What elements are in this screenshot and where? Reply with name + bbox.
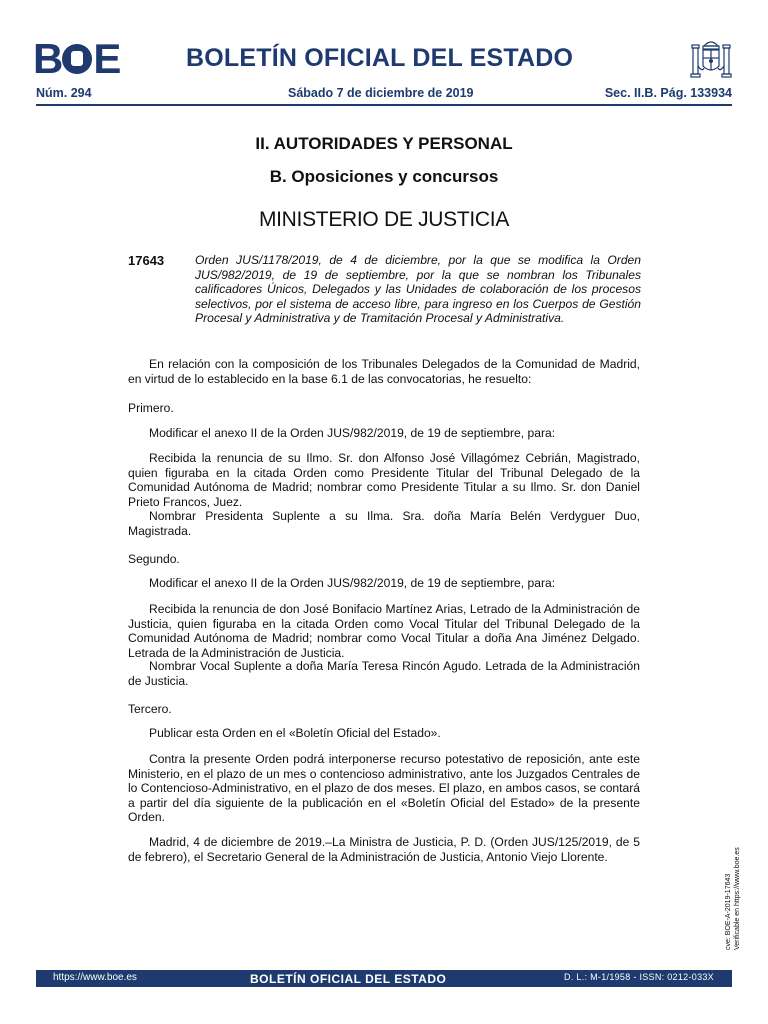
document-summary: Orden JUS/1178/2019, de 4 de diciembre, por la que se modifica la Orden JUS/982/2019, de 19 de septiembre, por la que se nombran los Tribunales calificadores Únicos, Delegados y las Unidades de colaboración de los procesos selectivos, por el sistema de acceso libre, para ingreso en los Cuerpos de Gestión Procesal y Administrativa y de Tramitación Procesal y Administrativa.: [195, 253, 641, 326]
subsection-heading: B. Oposiciones y concursos: [269, 167, 499, 186]
paragraph-modify-1: Modificar el anexo II de la Orden JUS/982/2019, de 19 de septiembre, para:: [149, 426, 556, 440]
cve-code: cve: BOE-A-2019-17643: [725, 873, 732, 950]
paragraph-suplente-2: Nombrar Vocal Suplente a doña María Teresa Rincón Agudo. Letrada de la Administración de Justicia.: [128, 659, 640, 688]
paragraph-modify-2: Modificar el anexo II de la Orden JUS/982/2019, de 19 de septiembre, para:: [149, 576, 556, 590]
spain-coat-of-arms-icon: [690, 36, 732, 80]
side-cve: [724, 810, 742, 950]
issue-number: Núm. 294: [36, 86, 92, 100]
ministry-heading: MINISTERIO DE JUSTICIA: [258, 208, 510, 231]
paragraph-recurso: Contra la presente Orden podrá interponerse recurso potestativo de reposición, ante este Ministerio, en el plazo de un mes o contencioso administrativo, ante los Juzgados Centrales de lo Contencioso-Administrativo, en el plazo de dos meses. El plazo, en ambos casos, se contará a partir del día siguiente de la publicación en el «Boletín Oficial del Estado» de la presente Orden.: [128, 752, 640, 825]
paragraph-intro: En relación con la composición de los Tribunales Delegados de la Comunidad de Madrid, en virtud de lo establecido en la base 6.1 de las convocatorias, he resuelto:: [128, 357, 640, 386]
paragraph-renuncia-2: Recibida la renuncia de don José Bonifacio Martínez Arias, Letrado de la Administración de Justicia, quien figuraba en la citada Orden como Vocal Titular del Tribunal Delegado de la Comunidad Autónoma de Madrid; nombrar como Vocal Titular a doña Ana Jiménez Delgado. Letrada de la Administración de Justicia.: [128, 602, 640, 660]
section-heading: II. AUTORIDADES Y PERSONAL: [255, 134, 513, 153]
header-rule: [36, 104, 732, 106]
bulletin-title: BOLETÍN OFICIAL DEL ESTADO: [186, 44, 574, 72]
boe-logo-o-shape: [62, 44, 92, 74]
footer-bar: [36, 970, 732, 987]
document-number: 17643: [128, 253, 165, 268]
heading-primero: Primero.: [128, 401, 174, 415]
boe-logo: B E: [33, 35, 120, 82]
issue-date: Sábado 7 de diciembre de 2019: [288, 86, 474, 100]
footer-legal: D. L.: M-1/1958 - ISSN: 0212-033X: [564, 972, 714, 982]
paragraph-publicar: Publicar esta Orden en el «Boletín Oficial del Estado».: [149, 726, 441, 740]
footer-url-link[interactable]: https://www.boe.es: [53, 972, 137, 983]
footer-title: BOLETÍN OFICIAL DEL ESTADO: [250, 972, 447, 986]
section-page: Sec. II.B. Pág. 133934: [604, 86, 732, 100]
paragraph-renuncia-1: Recibida la renuncia de su Ilmo. Sr. don Alfonso José Villagómez Cebrián, Magistrado, quien figuraba en la citada Orden como Presidente Titular del Tribunal Delegado de la Comunidad Autónoma de Madrid; nombrar como Presidente Titular a su Ilmo. Sr. don Daniel Prieto Francos, Juez.: [128, 451, 640, 509]
heading-segundo: Segundo.: [128, 552, 180, 566]
paragraph-suplente-1: Nombrar Presidenta Suplente a su Ilma. Sra. doña María Belén Verdyguer Duo, Magistrada.: [128, 509, 640, 538]
paragraph-signature: Madrid, 4 de diciembre de 2019.–La Ministra de Justicia, P. D. (Orden JUS/125/2019, de 5 de febrero), el Secretario General de la Administración de Justicia, Antonio Viejo Llorente.: [128, 835, 640, 864]
heading-tercero: Tercero.: [128, 702, 172, 716]
cve-verify-link[interactable]: Verificable en https://www.boe.es: [734, 847, 741, 950]
